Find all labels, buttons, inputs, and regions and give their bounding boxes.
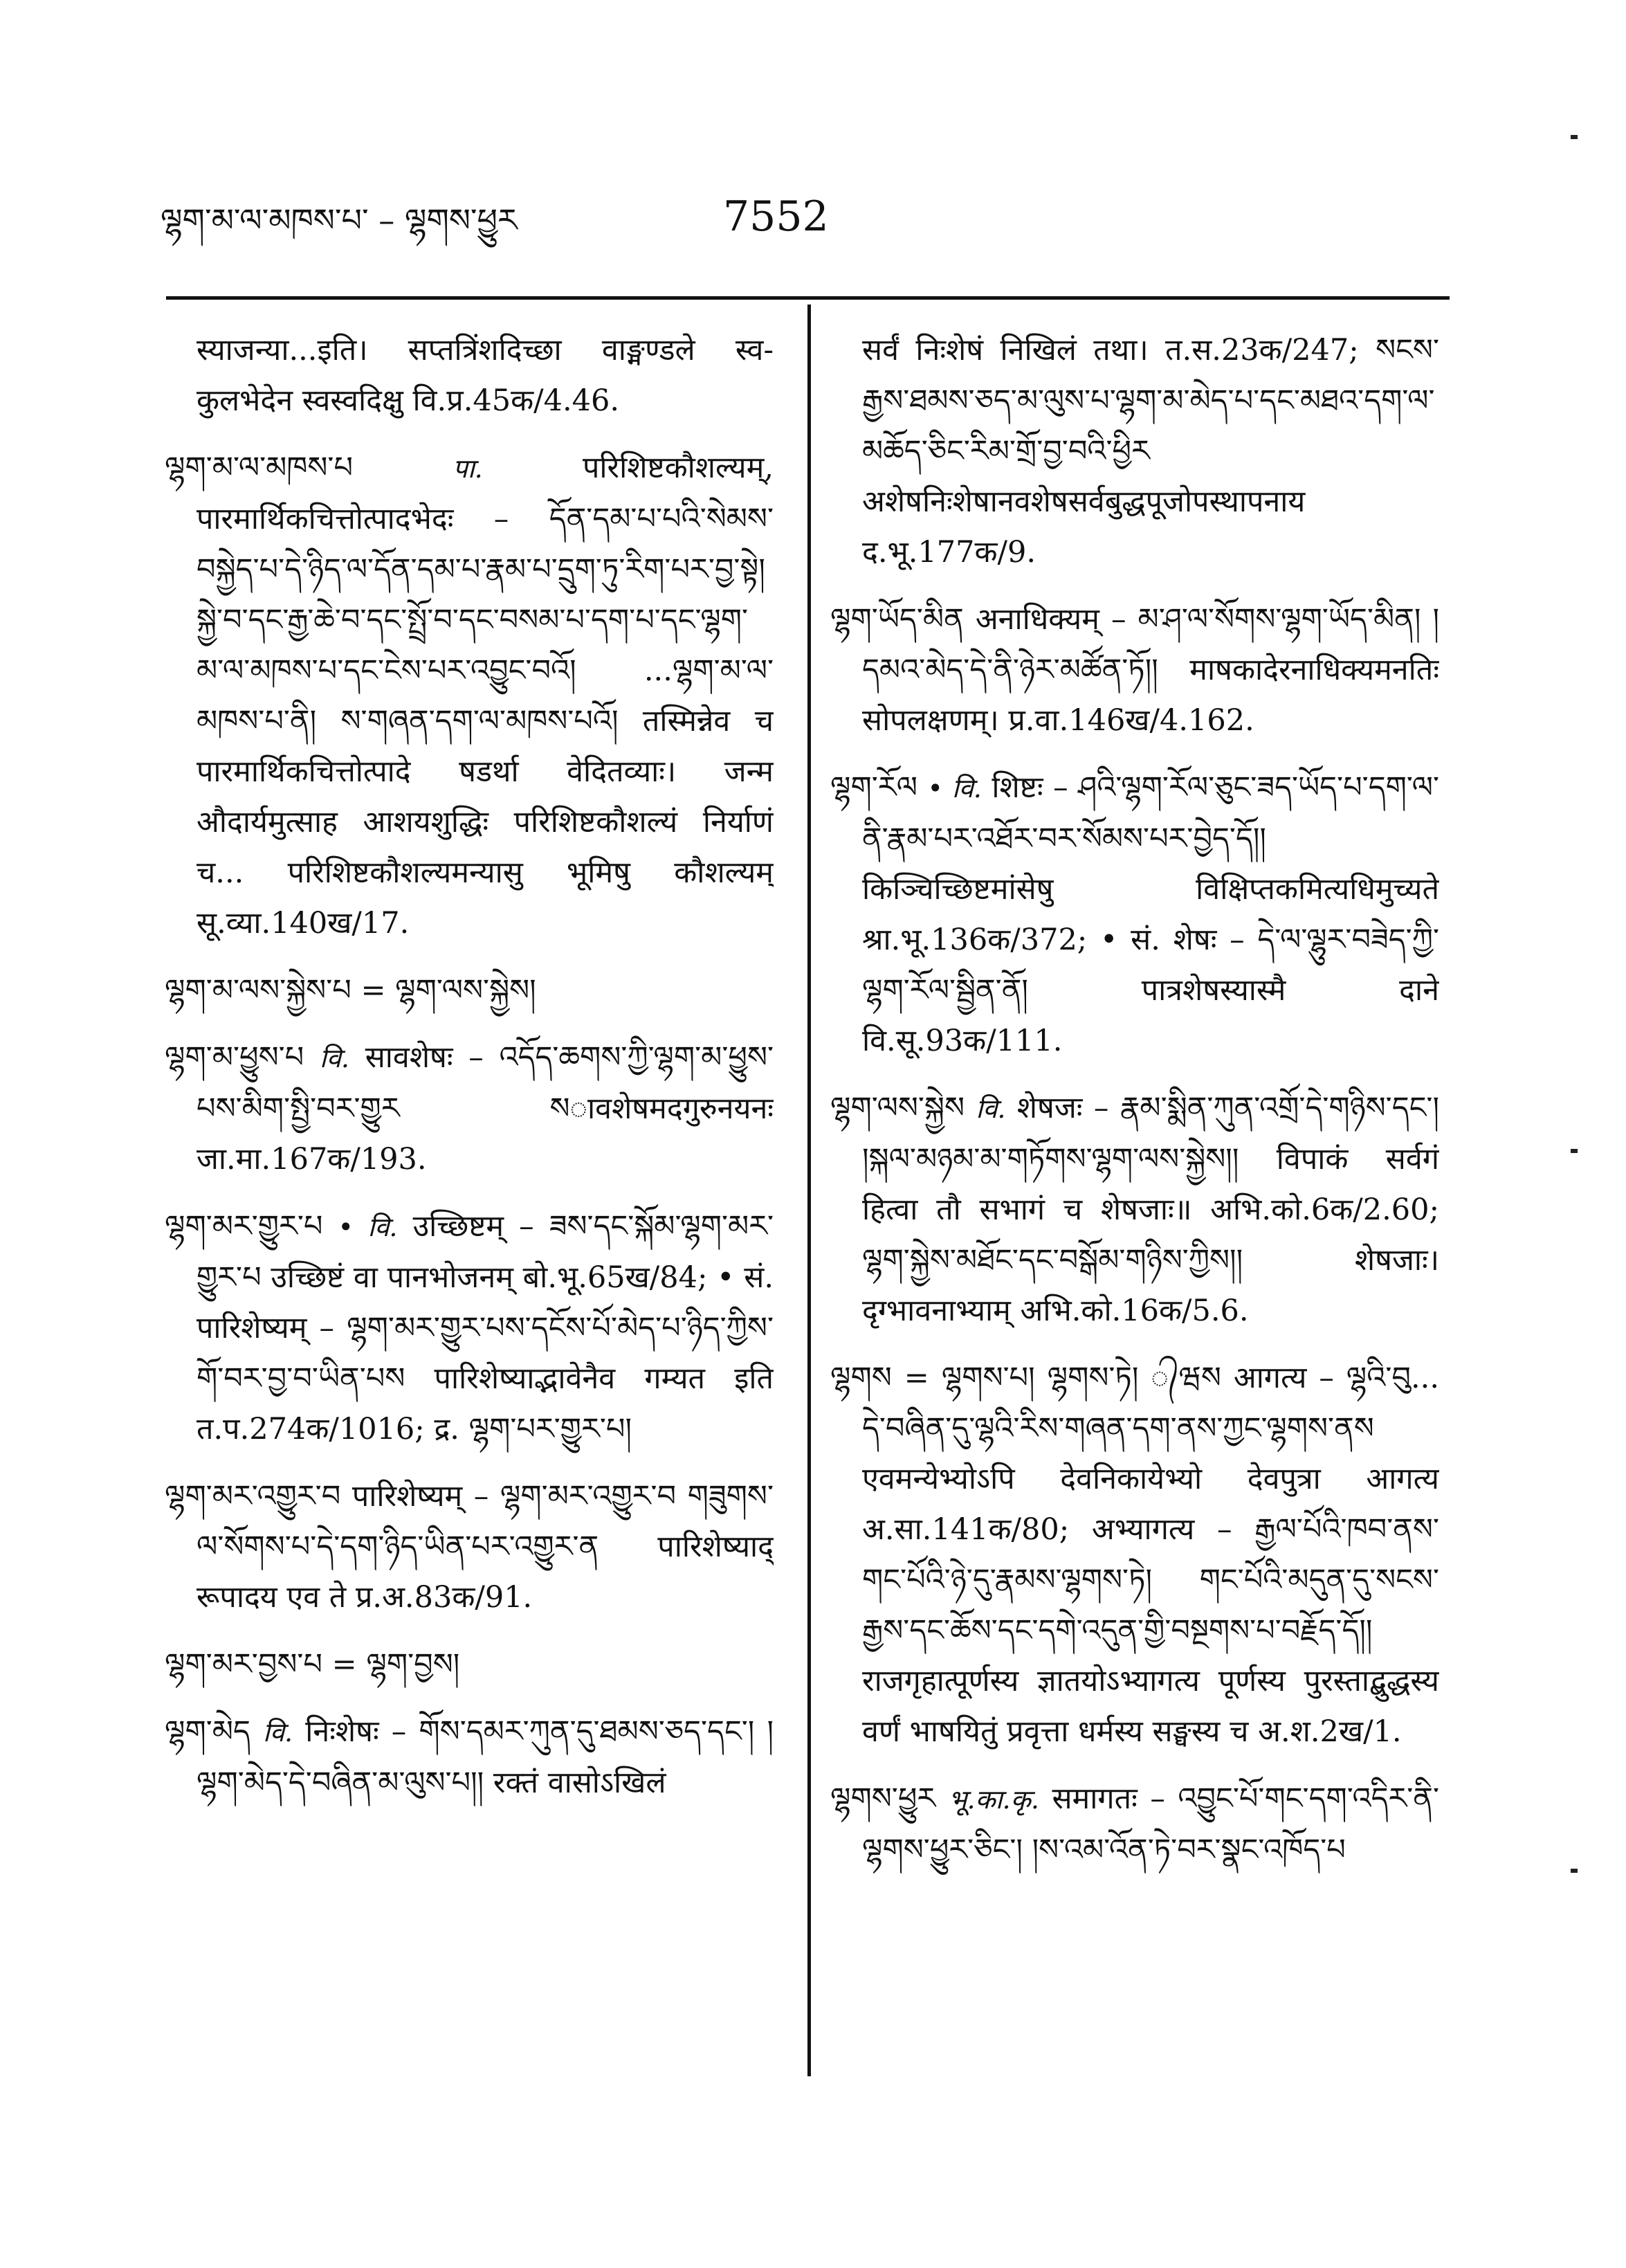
- entry-body: शेषजः – རྣམ་སྨིན་ཀུན་འགྲོ་དེ་གཉིས་དང་། །སྐལ་མཉམ་མ་གཏོགས་ལྷག་ལས་སྐྱེས།། विपाकं सर्वगं हित्वा तौ सभागं च शेषजाः॥ अभि.को.6क/2.60; ལྷག་སྐྱེས་མཐོང་དང་བསྒོམ་གཉིས་ཀྱིས།། शेषजाः। दृग्भावनाभ्याम् अभि.को.16क/5.6.: [862, 1091, 1439, 1328]
- dictionary-entry: [165, 1033, 774, 1185]
- dictionary-entry: [165, 965, 774, 1016]
- entry-body: अनाधिक्यम् – མ་ཤ་ལ་སོགས་ལྷག་ཡོད་མིན། །དམའ་མེད་དེ་ནི་ཉེར་མཚོན་ཏོ།། माषकादेरनाधिक्यमनतिः सोपलक्षणम्। प्र.वा.146ख/4.162.: [862, 602, 1439, 738]
- header-rule: [166, 296, 1450, 300]
- headword: ལྷག་མར་གྱུར་པ: [165, 1209, 323, 1244]
- continuation-text: स्याजन्या...इति। सप्तत्रिंशदिच्छा वाङ्मण्डले स्व- कुलभेदेन स्वस्वदिक्षु वि.प्र.45क/4.46.: [197, 333, 774, 418]
- headword: ལྷག་ལས་སྐྱེས: [830, 1091, 965, 1125]
- entry-body: उच्छिष्टम् – ཟས་དང་སྐོམ་ལྷག་མར་གྱུར་པ उच्छिष्टं वा पानभोजनम् बो.भू.65ख/84; • सं. पारिशेष्यम् – ལྷག་མར་གྱུར་པས་དངོས་པོ་མེད་པ་ཉིད་ཀྱིས་གོ་བར་བྱ་བ་ཡིན་པས पारिशेष्याद्भावेनैव गम्यत इति त.प.274क/1016; द्र. ལྷག་པར་གྱུར་པ།: [197, 1209, 774, 1446]
- dictionary-entry: [830, 1083, 1439, 1336]
- headword: ལྷག་ཡོད་མིན: [830, 602, 964, 637]
- grammar-tag: वि.: [976, 1094, 1006, 1124]
- dictionary-entry: [830, 1774, 1439, 1876]
- grammar-tag: भू.का.कृ.: [948, 1784, 1039, 1815]
- entry-body: समागतः – འབྱུང་པོ་གང་དག་འདིར་ནི་ལྷགས་ཕྱུར་ཅིང་། །ས་འམ་འོན་ཏེ་བར་སྣང་འཁོད་པ: [862, 1781, 1439, 1867]
- headword: ལྷག་མར་བྱས་པ: [165, 1647, 322, 1682]
- headword: ལྷག་མེད: [165, 1714, 250, 1749]
- edge-mark: [1571, 1869, 1578, 1873]
- dictionary-entry: [165, 1707, 774, 1808]
- headword: ལྷགས་ཕྱུར: [830, 1781, 936, 1816]
- headword: ལྷག་མ་ལས་སྐྱེས་པ: [165, 973, 351, 1008]
- dictionary-entry: [165, 1201, 774, 1455]
- headword: ལྷགས: [830, 1361, 892, 1395]
- edge-mark: [1571, 135, 1578, 139]
- running-header: ལྷག་མ་ལ་མཁས་པ་ – ལྷགས་ཕྱུར: [161, 201, 518, 239]
- dictionary-entry: [165, 443, 774, 949]
- entry-body: निःशेषः – གོས་དམར་ཀུན་དུ་ཐམས་ཅད་དང་། །ལྷག་མེད་དེ་བཞིན་མ་ལུས་པ།། रक्तं वासोऽखिलं: [197, 1714, 774, 1800]
- entry-body: पारिशेष्यम् – ལྷག་མར་འགྱུར་བ གཟུགས་ལ་སོགས་པ་དེ་དག་ཉིད་ཡིན་པར་འགྱུར་ན पारिशेष्याद् रूपादय एव ते प्र.अ.83क/91.: [197, 1479, 774, 1615]
- dictionary-entry: [165, 1471, 774, 1623]
- grammar-tag: • वि.: [338, 1212, 398, 1242]
- continuation-text: सर्वं निःशेषं निखिलं तथा। त.स.23क/247; སངས་རྒྱས་ཐམས་ཅད་མ་ལུས་པ་ལྷག་མ་མེད་པ་དང་མཐའ་དག་ལ་མཆོད་ཅིང་རིམ་གྲོ་བྱ་བའི་ཕྱིར अशेषनिःशेषानवशेषसर्वबुद्धपूजोपस्थापनाय द.भू.177क/9.: [862, 333, 1439, 570]
- edge-mark: [1571, 1149, 1578, 1153]
- headword: ལྷག་མར་འགྱུར་བ: [165, 1479, 341, 1514]
- dictionary-entry: [830, 595, 1439, 746]
- dictionary-entry: [830, 1353, 1439, 1757]
- entry-body: शिष्टः – ཤའི་ལྷག་རོལ་ཅུང་ཟད་ཡོད་པ་དག་ལ་ནི་རྣམ་པར་འཐོར་བར་སོམས་པར་བྱེད་དོ།། किञ्चिच्छिष्टमांसेषु विक्षिप्तकमित्यधिमुच्यते श्रा.भू.136क/372; • सं. शेषः – དེ་ལ་ལྷུར་བཟེད་ཀྱི་ལྷག་རོལ་སྦྱིན་ནོ། पात्रशेषस्यास्मै दाने वि.सू.93क/111.: [862, 770, 1439, 1058]
- dictionary-entry: [830, 763, 1439, 1067]
- column-divider: [807, 305, 811, 2076]
- entry-body: = ལྷག་ལས་སྐྱེས།: [360, 973, 536, 1008]
- entry-body: = ལྷག་བྱས།: [331, 1647, 460, 1682]
- headword: ལྷག་རོལ: [830, 770, 917, 805]
- right-column: [830, 325, 1439, 2097]
- entry-body: = ལྷགས་པ། ལྷགས་ཏེ། ᭄ཝས आगत्य – ལྷའི་བུ... དེ་བཞིན་དུ་ལྷའི་རིས་གཞན་དག་ནས་ཀྱང་ལྷགས་ནས एवमन्येभ्योऽपि देवनिकायेभ्यो देवपुत्रा आगत्य अ.सा.141क/80; अभ्यागत्य – རྒྱལ་པོའི་ཁབ་ནས་གང་པོའི་ཉེ་དུ་རྣམས་ལྷགས་ཏེ། གང་པོའི་མདུན་དུ་སངས་རྒྱས་དང་ཆོས་དང་དགེ་འདུན་གྱི་བསྔགས་པ་བརྗོད་དོ།། राजगृहात्पूर्णस्य ज्ञातयोऽभ्यागत्य पूर्णस्य पुरस्ताद्बुद्धस्य वर्णं भाषयितुं प्रवृत्ता धर्मस्य सङ्घस्य च अ.श.2ख/1.: [862, 1361, 1439, 1749]
- grammar-tag: • वि.: [927, 773, 982, 804]
- left-column: [165, 325, 774, 2097]
- page-number: 7552: [723, 192, 829, 241]
- grammar-tag: वि.: [263, 1717, 293, 1748]
- dictionary-entry: [165, 1640, 774, 1690]
- headword: ལྷག་མ་ཕྱུས་པ: [165, 1040, 304, 1075]
- headword: ལྷག་མ་ལ་མཁས་པ: [165, 451, 354, 485]
- grammar-tag: वि.: [319, 1043, 349, 1073]
- entry-body: सावशेषः – འདོད་ཆགས་ཀྱི་ལྷག་མ་ཕྱུས་པས་མིག་སྤྱི་བར་གྱུར སावशेषमदगुरुनयनः जा.मा.167क/193.: [197, 1040, 774, 1177]
- grammar-tag: पा.: [453, 453, 483, 484]
- entry-body: परिशिष्टकौशल्यम्, पारमार्थिकचित्तोत्पादभेदः – དོན་དམ་པ་པའི་སེམས་བསྐྱེད་པ་དེ་ཉིད་ལ་དོན་དམ་པ་རྣམ་པ་དྲུག་ཏུ་རིག་པར་བྱ་སྟེ། སྐྱེ་བ་དང་རྒྱ་ཆེ་བ་དང་སྤྲོ་བ་དང་བསམ་པ་དག་པ་དང་ལྷག་མ་ལ་མཁས་པ་དང་ངེས་པར་འབྱུང་བའོ། ...ལྷག་མ་ལ་མཁས་པ་ནི། ས་གཞན་དག་ལ་མཁས་པའོ། तस्मिन्नेव च पारमार्थिकचित्तोत्पादे षडर्था वेदितव्याः। जन्म औदार्यमुत्साह आशयशुद्धिः परिशिष्टकौशल्यं निर्याणं च... परिशिष्टकौशल्यमन्यासु भूमिषु कौशल्यम् सू.व्या.140ख/17.: [197, 451, 774, 941]
